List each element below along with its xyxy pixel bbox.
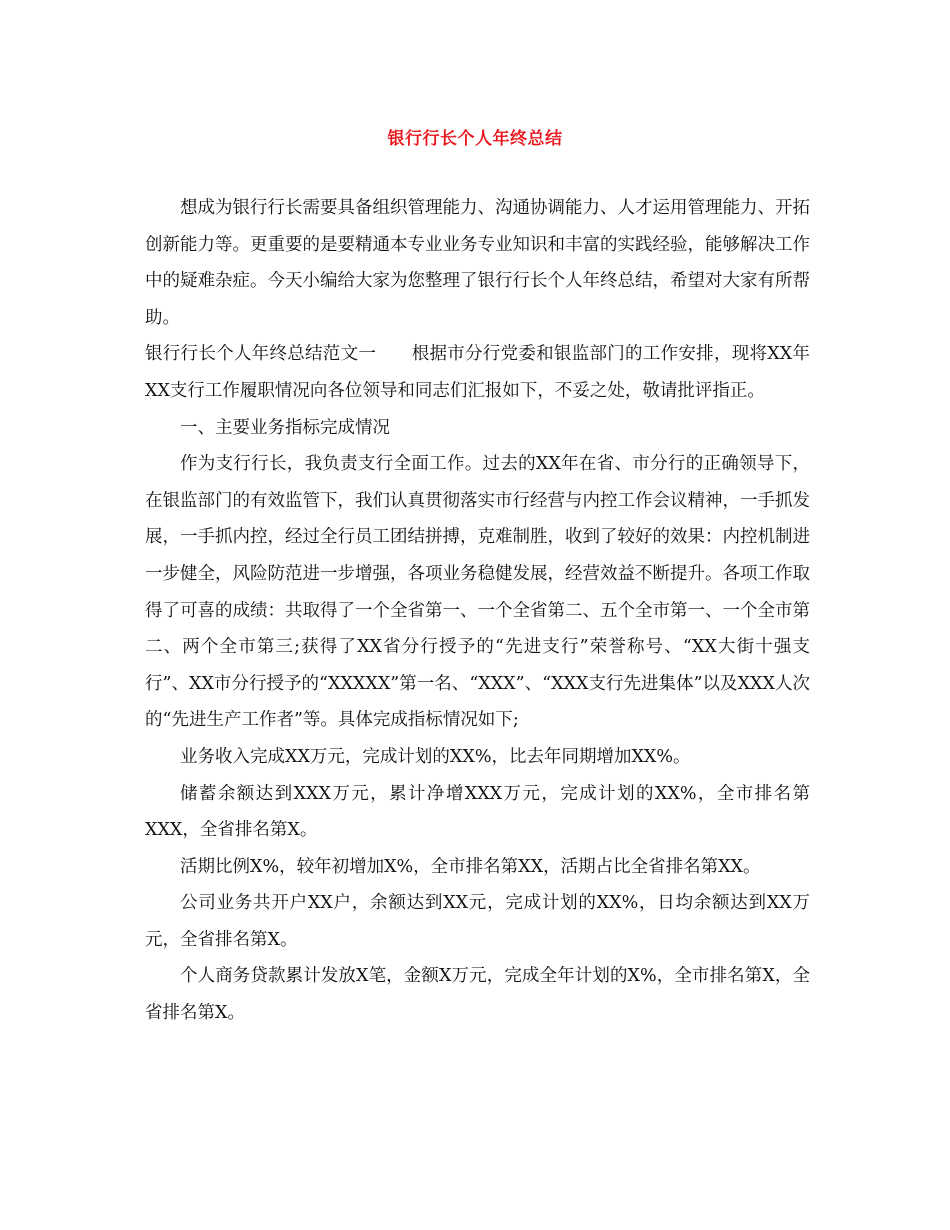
document-title: 银行行长个人年终总结 [387,129,563,149]
paragraph-sample-heading: 银行行长个人年终总结范文一 根据市分行党委和银监部门的工作安排，现将XX年XX支行工作履职情况向各位领导和同志们汇报如下，不妥之处，敬请批评指正。 [145,344,810,401]
paragraph-demand-ratio: 活期比例X%，较年初增加X%，全市排名第XX，活期占比全省排名第XX。 [180,856,761,877]
paragraph-intro: 想成为银行行长需要具备组织管理能力、沟通协调能力、人才运用管理能力、开拓创新能力等。更重要的是要精通本专业业务专业知识和丰富的实践经验，能够解决工作中的疑难杂症。今天小编给大家为您整理了银行行长个人年终总结，希望对大家有所帮助。 [145,198,810,328]
paragraph-savings-balance: 储蓄余额达到XXX万元，累计净增XXX万元，完成计划的XX%，全市排名第XXX，全省排名第X。 [145,783,810,841]
paragraph-corporate-business: 公司业务共开户XX户，余额达到XX元，完成计划的XX%，日均余额达到XX万元，全省排名第X。 [145,893,810,950]
paragraph-business-income: 业务收入完成XX万元，完成计划的XX%，比去年同期增加XX%。 [180,746,691,767]
document-body [145,190,810,1032]
paragraph-overview: 作为支行行长，我负责支行全面工作。过去的XX年在省、市分行的正确领导下，在银监部门的有效监管下，我们认真贯彻落实市行经营与内控工作会议精神，一手抓发展，一手抓内控，经过全行员工团结拼搏，克难制胜，收到了较好的效果：内控机制进一步健全，风险防范进一步增强，各项业务稳健发展，经营效益不断提升。各项工作取得了可喜的成绩：共取得了一个全省第一、一个全省第二、五个全市第一、一个全市第二、两个全市第三;获得了XX省分行授予的“先进支行”荣誉称号、“XX大街十强支行”、XX市分行授予的“XXXXX”第一名、“XXX”、“XXX支行先进集体”以及XXX人次的“先进生产工作者”等。具体完成指标情况如下; [145,454,810,731]
paragraph-personal-loans: 个人商务贷款累计发放X笔，金额X万元，完成全年计划的X%，全市排名第X，全省排名第X。 [145,966,810,1024]
section-heading-main-indicators: 一、主要业务指标完成情况 [180,417,390,438]
